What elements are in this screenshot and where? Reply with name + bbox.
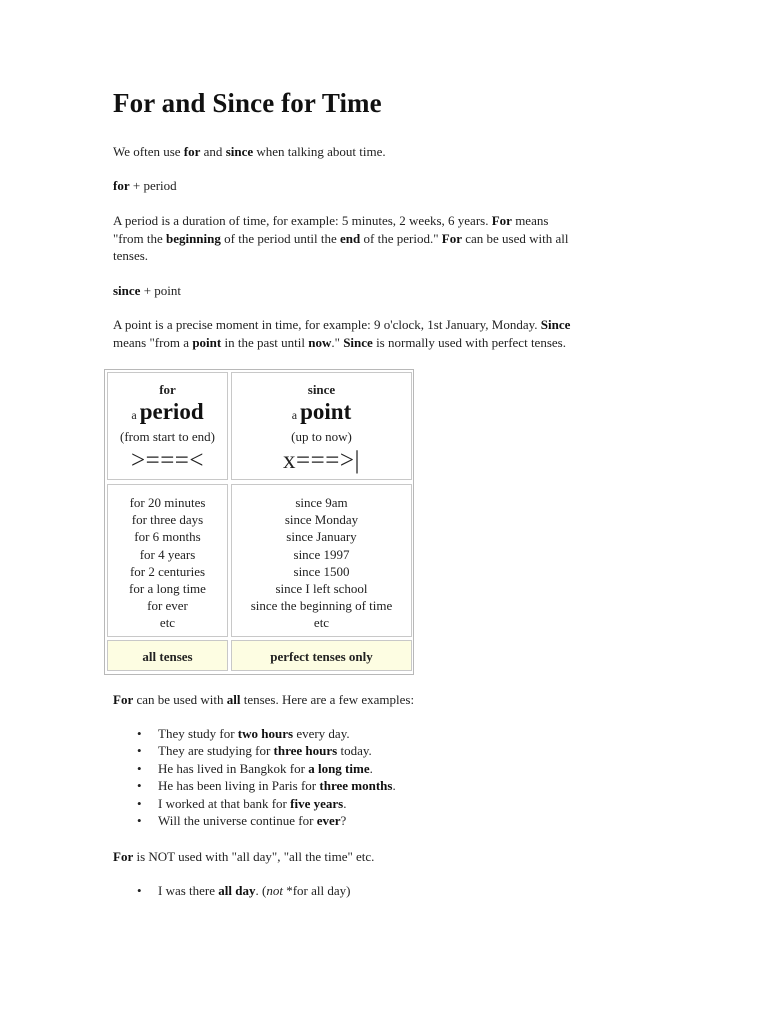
period-text: means <box>511 213 549 228</box>
period-text: "from the <box>113 230 166 246</box>
bullet: • <box>137 760 142 776</box>
period-end: end <box>340 230 361 246</box>
since-example: since 9am <box>295 495 348 510</box>
example-text: *for all day) <box>282 883 351 898</box>
point-point: point <box>192 334 222 350</box>
example-text: today. <box>337 743 372 759</box>
bullet: • <box>137 778 142 794</box>
example-text: every day. <box>293 726 350 741</box>
since-example: since 1997 <box>293 546 350 562</box>
period-paragraph <box>113 212 653 265</box>
example-text: . ( <box>255 883 267 898</box>
example-text: I was there <box>158 883 219 898</box>
for-example: etc <box>159 615 176 631</box>
since-example: since the beginning of time <box>250 598 393 614</box>
intro-text: and <box>200 144 226 159</box>
for-symbol: >===< <box>131 447 204 474</box>
not-used-text: is NOT used with "all day", "all the time" etc. <box>133 849 375 864</box>
list-item <box>113 795 396 812</box>
bullet: • <box>137 795 142 811</box>
since-footer-cell <box>231 640 412 671</box>
point-line-2 <box>113 334 673 352</box>
point-text: is normally used with perfect tenses. <box>372 334 566 350</box>
since-example: since Monday <box>284 512 359 528</box>
example-text: He has lived in Bangkok for <box>158 760 309 776</box>
example-text: They study for <box>158 726 238 741</box>
example-text: . <box>392 778 396 794</box>
for-all-text: tenses. Here are a few examples: <box>240 692 415 707</box>
example-text: . <box>343 795 347 811</box>
for-example: for 20 minutes <box>129 495 206 510</box>
for-footer-cell <box>107 640 228 671</box>
point-text: A point is a precise moment in time, for example: 9 o'clock, 1st January, Monday. <box>113 317 541 332</box>
example-bold: five years <box>290 795 344 811</box>
not-used-for: For <box>113 849 134 864</box>
examples-list <box>113 725 396 829</box>
example-bold: three hours <box>273 743 338 759</box>
for-all-paragraph <box>113 691 653 709</box>
point-since: Since <box>540 317 571 332</box>
bullet: • <box>137 883 142 898</box>
for-example: for three days <box>131 512 204 528</box>
period-for: For <box>441 230 462 246</box>
period-text: of the period." <box>360 230 442 246</box>
for-heading: for <box>159 382 176 397</box>
for-rule-keyword: for <box>113 178 130 193</box>
point-text: means "from a <box>113 334 193 350</box>
since-examples-cell <box>231 484 412 637</box>
since-symbol: x===>| <box>283 447 360 474</box>
for-all-text: can be used with <box>133 692 227 707</box>
bullet: • <box>137 726 142 741</box>
example-text: . <box>369 760 373 776</box>
for-word: period <box>139 399 204 424</box>
for-example: for a long time <box>129 581 206 597</box>
example-text: They are studying for <box>158 743 274 759</box>
since-example: since I left school <box>275 581 368 597</box>
example-bold: ever <box>316 812 341 828</box>
intro-for: for <box>183 144 201 159</box>
since-word: point <box>300 399 352 424</box>
list-item <box>113 760 396 777</box>
since-rule <box>113 282 653 300</box>
period-text: of the period until the <box>220 230 341 246</box>
bullet: • <box>137 812 142 828</box>
since-rule-keyword: since <box>113 283 141 298</box>
example-text: Will the universe continue for <box>158 812 317 828</box>
bullet: • <box>137 743 142 759</box>
point-now: now <box>308 334 332 350</box>
period-text: A period is a duration of time, for example: 5 minutes, 2 weeks, 6 years. <box>113 213 492 228</box>
point-paragraph <box>113 316 673 351</box>
period-text: can be used with all <box>461 230 569 246</box>
for-since-table <box>104 369 414 675</box>
point-since: Since <box>343 334 373 350</box>
for-examples-list <box>108 494 227 632</box>
for-header-cell <box>107 372 228 480</box>
for-example: for 6 months <box>134 529 201 545</box>
not-used-list <box>113 882 350 899</box>
period-beginning: beginning <box>165 230 221 246</box>
period-for: For <box>491 213 512 228</box>
for-article: a <box>131 408 137 422</box>
intro-text: We often use <box>113 144 184 159</box>
page-title: For and Since for Time <box>113 88 382 118</box>
for-examples-cell <box>107 484 228 637</box>
example-bold: a long time <box>308 760 370 776</box>
since-heading: since <box>307 382 336 397</box>
period-line-2 <box>113 230 653 248</box>
period-line-3: tenses. <box>113 248 149 263</box>
not-used-paragraph <box>113 848 653 866</box>
since-example: since January <box>286 529 357 545</box>
example-text: ? <box>340 812 347 828</box>
for-example: for ever <box>147 598 188 614</box>
for-footer: all tenses <box>142 649 193 664</box>
for-rule <box>113 177 653 195</box>
period-line-1 <box>113 212 653 230</box>
for-period-label <box>108 399 227 425</box>
since-examples-list <box>232 494 411 632</box>
list-item <box>113 812 396 829</box>
example-text: I worked at that bank for <box>158 795 291 811</box>
for-note: (from start to end) <box>120 429 215 444</box>
intro-paragraph <box>113 143 653 161</box>
list-item <box>113 725 396 742</box>
list-item <box>113 777 396 794</box>
since-article: a <box>291 408 298 422</box>
intro-text: when talking about time. <box>253 144 386 159</box>
intro-since: since <box>225 144 254 159</box>
for-example: for 4 years <box>139 546 196 562</box>
for-rule-text: + period <box>129 178 177 193</box>
since-footer: perfect tenses only <box>270 649 373 664</box>
list-item <box>113 742 396 759</box>
since-note: (up to now) <box>291 429 352 444</box>
example-text: He has been living in Paris for <box>158 778 320 794</box>
for-all-for: For <box>113 692 134 707</box>
since-example: since 1500 <box>293 563 350 579</box>
since-header-cell <box>231 372 412 480</box>
point-text: ." <box>331 334 344 350</box>
since-example: etc <box>313 615 330 631</box>
point-text: in the past until <box>221 334 309 350</box>
since-rule-text: + point <box>140 283 182 298</box>
for-example: for 2 centuries <box>129 563 206 579</box>
point-line-1 <box>113 316 673 334</box>
list-item <box>113 882 350 899</box>
for-all-all: all <box>226 692 241 707</box>
example-bold: all day <box>218 883 256 898</box>
since-point-label <box>232 399 411 425</box>
example-bold: three months <box>319 778 393 794</box>
example-italic: not <box>266 883 283 898</box>
example-bold: two hours <box>237 726 294 741</box>
